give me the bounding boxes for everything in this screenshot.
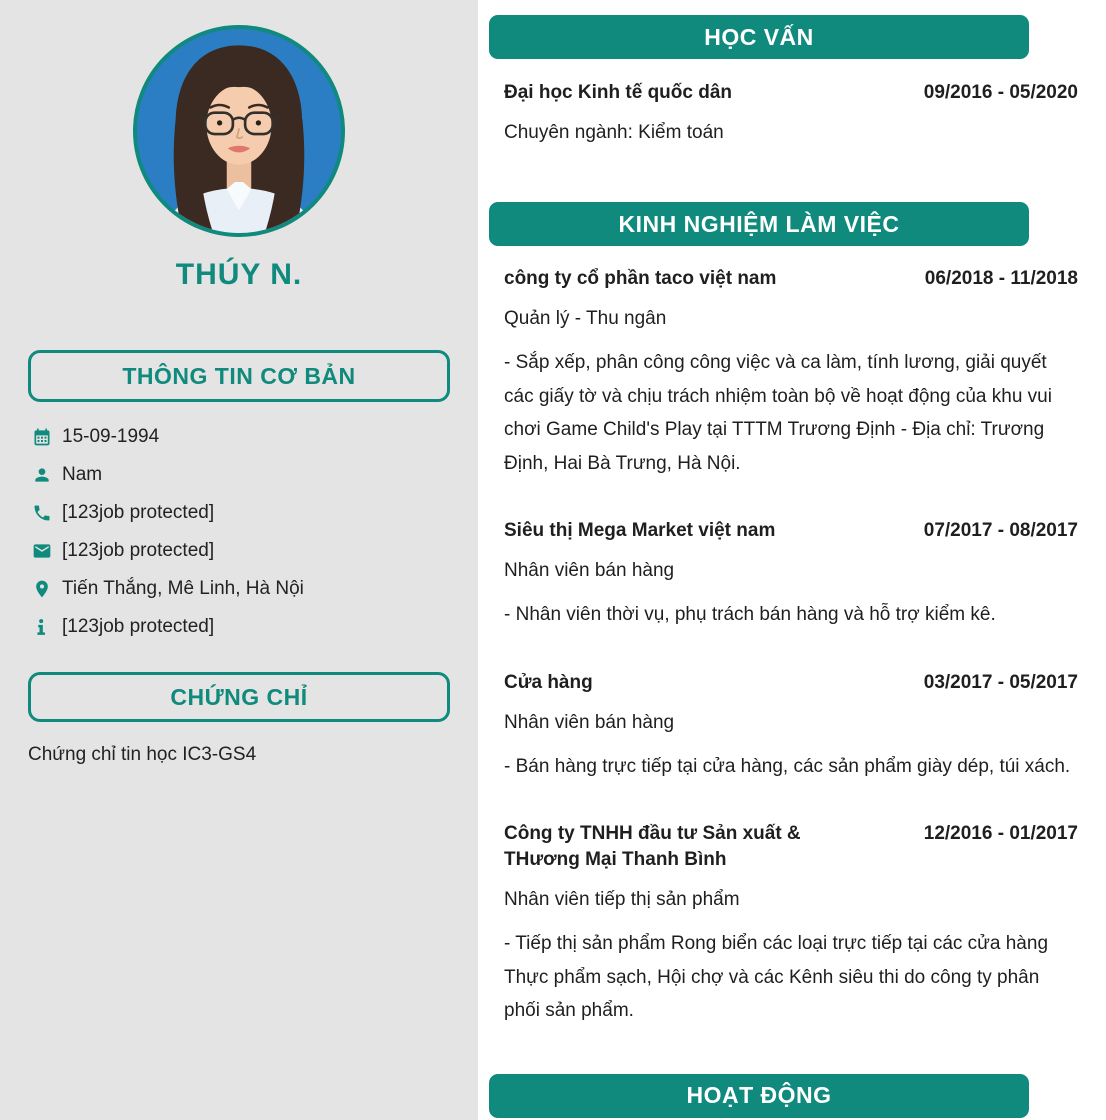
education-title: HỌC VẤN [704,23,814,50]
gender-value: Nam [62,464,103,485]
section-experience-header [489,202,1029,246]
job-position: Nhân viên bán hàng [504,711,675,733]
email-icon [32,541,52,561]
phone-icon [32,503,52,523]
education-entry-head [504,80,1078,106]
section-education-header [489,15,1029,59]
company-name: Siêu thị Mega Market việt nam [504,520,776,541]
job-position: Nhân viên tiếp thị sản phẩm [504,889,740,910]
experience-entry-head [504,518,1078,544]
company-name: Cửa hàng [504,671,593,693]
experience-dates: 07/2017 - 08/2017 [923,520,1078,541]
info-row-birthday [32,418,458,456]
avatar [133,25,345,237]
certificates-title: CHỨNG CHỈ [170,683,308,710]
job-description: - Tiếp thị sản phẩm Rong biển các loại trực tiếp tại các cửa hàng Thực phẩm sạch, Hội chợ và các Kênh siêu thi do công ty phân phối sản phẩm. [504,933,1049,1021]
portrait-illustration [137,29,341,233]
sidebar [0,0,478,1120]
education-detail: Chuyên ngành: Kiểm toán [504,122,724,143]
section-activities-header [489,1074,1029,1118]
certificate-item: Chứng chỉ tin học IC3-GS4 [28,744,257,765]
job-description: - Nhân viên thời vụ, phụ trách bán hàng và hỗ trợ kiểm kê. [504,604,996,625]
job-description: - Sắp xếp, phân công công việc và ca làm, tính lương, giải quyết các giấy tờ và chịu trách nhiệm toàn bộ về hoạt động của khu vui chơi Game Child's Play tại TTTM Trương Định - Địa chỉ: Trương Định, Hai Bà Trưng, Hà Nội. [504,352,1052,474]
info-icon [32,617,52,637]
candidate-name: THÚY N. [175,258,303,291]
experience-entry [504,670,1078,784]
experience-entry-head [504,266,1078,292]
calendar-icon [32,427,52,447]
education-entry [504,80,1078,146]
extra-value: [123job protected] [62,616,215,637]
info-row-email [32,532,458,570]
school-name: Đại học Kinh tế quốc dân [504,82,733,103]
job-position: Quản lý - Thu ngân [504,308,667,329]
info-row-extra [32,608,458,646]
basic-info-list [32,418,458,646]
info-row-phone [32,494,458,532]
experience-entry-head [504,670,1078,696]
education-dates: 09/2016 - 05/2020 [923,82,1078,103]
experience-entry [504,266,1078,480]
job-description: - Bán hàng trực tiếp tại cửa hàng, các sản phẩm giày dép, túi xách. [504,755,1071,777]
person-icon [32,465,52,485]
company-name: Công ty TNHH đầu tư Sản xuất & THương Mại Thanh Bình [504,823,801,870]
job-position: Nhân viên bán hàng [504,560,675,581]
experience-entry [504,518,1078,632]
cv-main-content [478,0,1106,1120]
activities-title: HOẠT ĐỘNG [686,1082,832,1108]
email-value: [123job protected] [62,540,215,561]
basic-info-header [28,350,450,402]
experience-entry [504,821,1078,1028]
location-icon [32,579,52,599]
experience-dates: 03/2017 - 05/2017 [923,671,1078,693]
experience-dates: 12/2016 - 01/2017 [923,823,1078,844]
experience-entry-head [504,821,1078,873]
experience-dates: 06/2018 - 11/2018 [924,268,1078,289]
basic-info-title: THÔNG TIN CƠ BẢN [122,362,356,389]
info-row-gender [32,456,458,494]
address-value: Tiến Thắng, Mê Linh, Hà Nội [62,578,304,599]
experience-title: KINH NGHIỆM LÀM VIỆC [618,210,900,237]
info-row-address [32,570,458,608]
phone-value: [123job protected] [62,502,215,523]
birthday-value: 15-09-1994 [62,426,160,447]
company-name: công ty cổ phần taco việt nam [504,268,777,289]
certificates-header [28,672,450,722]
